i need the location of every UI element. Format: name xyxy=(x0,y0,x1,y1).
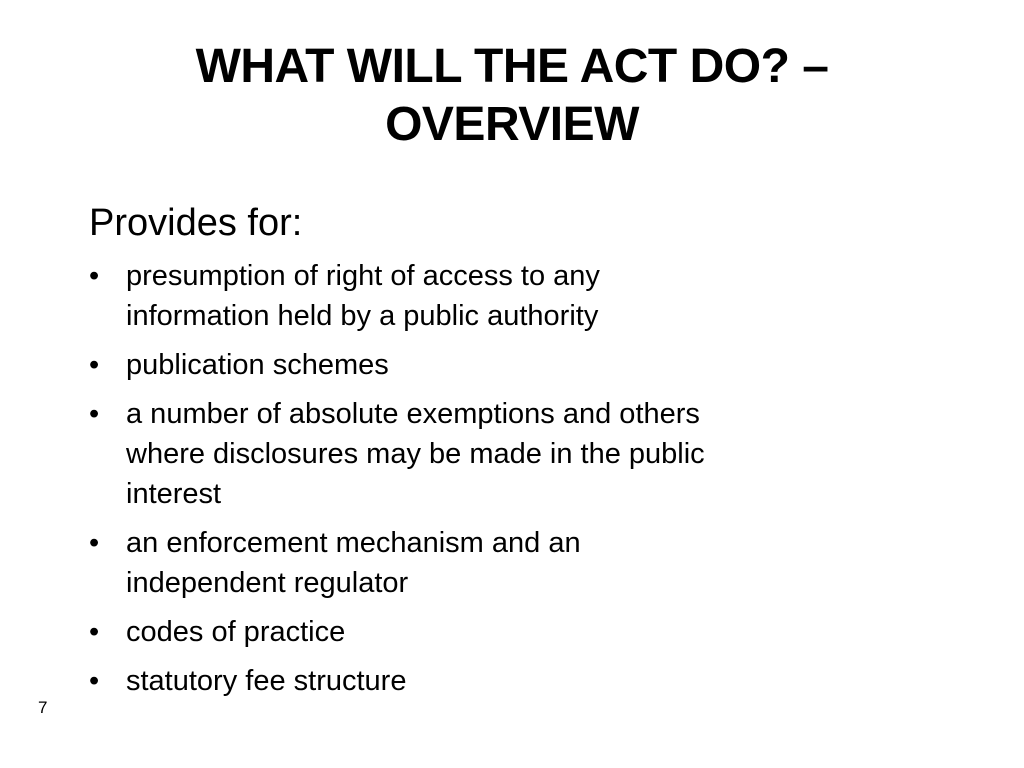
slide-title-line-1: WHAT WILL THE ACT DO? – xyxy=(195,40,829,93)
bullet-item-enforcement xyxy=(89,523,829,603)
bullet-text-line: information held by a public authority xyxy=(126,300,599,332)
bullet-text-line: a number of absolute exemptions and others xyxy=(126,398,700,430)
bullet-icon: • xyxy=(89,616,100,648)
bullet-icon: • xyxy=(89,527,100,559)
bullet-text-line: publication schemes xyxy=(126,349,389,381)
page-number: 7 xyxy=(38,698,48,717)
bullet-item-publication-schemes xyxy=(89,345,829,385)
bullet-item-exemptions xyxy=(89,394,829,514)
bullet-icon: • xyxy=(89,260,100,292)
slide-title-line-2: OVERVIEW xyxy=(385,98,639,151)
bullet-item-fee-structure xyxy=(89,661,829,701)
bullet-text-line: an enforcement mechanism and an xyxy=(126,527,581,559)
bullet-icon: • xyxy=(89,398,100,430)
slide-title xyxy=(60,38,964,154)
bullet-text-line: where disclosures may be made in the public xyxy=(126,438,705,470)
intro-text: Provides for: xyxy=(89,202,303,244)
bullet-list xyxy=(89,256,829,701)
slide-body xyxy=(89,200,829,710)
bullet-icon: • xyxy=(89,349,100,381)
bullet-text-line: presumption of right of access to any xyxy=(126,260,600,292)
bullet-text-line: interest xyxy=(126,478,222,510)
bullet-icon: • xyxy=(89,665,100,697)
bullet-item-access-right xyxy=(89,256,829,336)
bullet-text-line: independent regulator xyxy=(126,567,409,599)
bullet-text-line: statutory fee structure xyxy=(126,665,407,697)
bullet-item-codes-of-practice xyxy=(89,612,829,652)
bullet-text-line: codes of practice xyxy=(126,616,346,648)
